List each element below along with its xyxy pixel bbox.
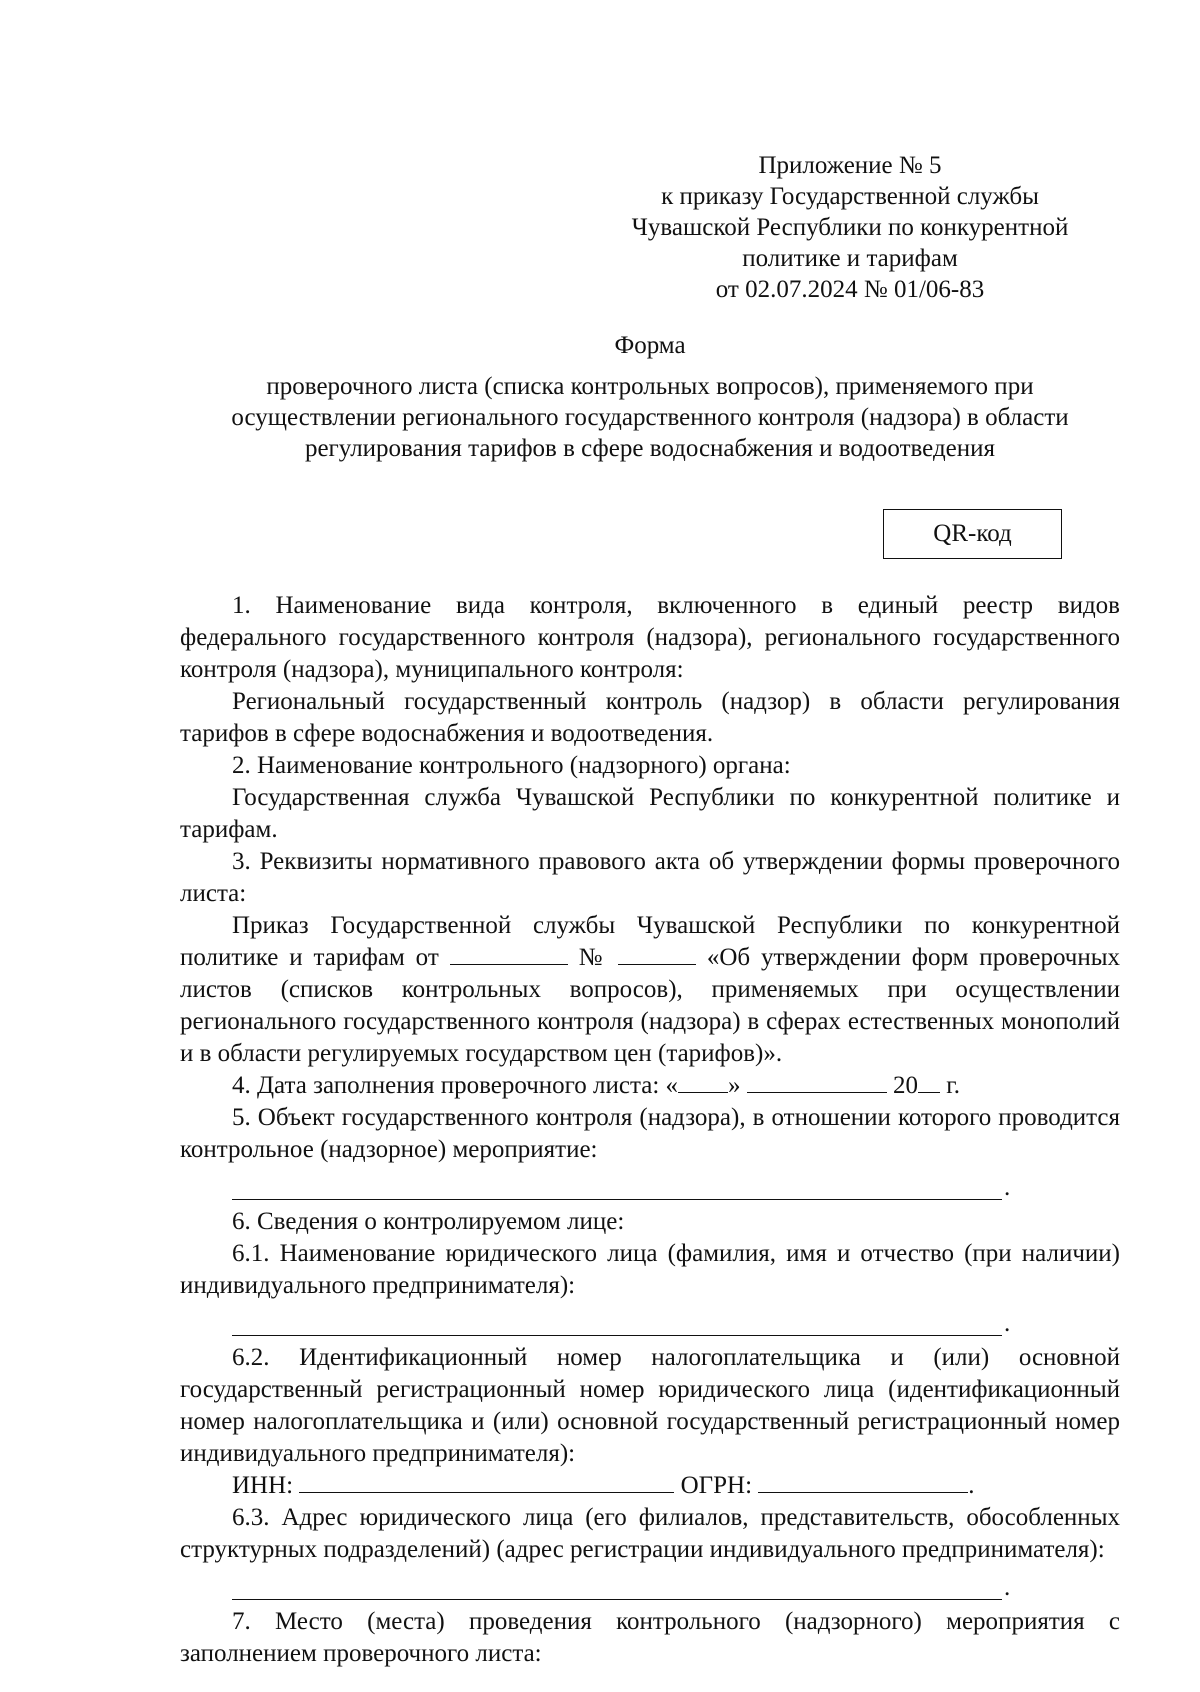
item-5-rule	[232, 1199, 1002, 1200]
fill-month-blank[interactable]	[747, 1070, 887, 1093]
form-title-word: Форма	[614, 332, 686, 359]
item-1-heading: 1. Наименование вида контроля, включенного в единый реестр видов федерального государственного контроля (надзора), регионального государственного контроля (надзора), муниципального контроля:	[180, 592, 1120, 683]
appendix-number: Приложение № 5	[758, 152, 942, 179]
appendix-agency-cont: политике и тарифам	[742, 245, 958, 272]
item-3-answer-start: Приказ Государственной службы Чувашской Республики по конкурентной политике и тарифам от	[180, 912, 1120, 971]
form-title	[180, 330, 1120, 464]
appendix-agency: Чувашской Республики по конкурентной	[631, 214, 1069, 241]
item-6-1-heading: 6.1. Наименование юридического лица (фамилия, имя и отчество (при наличии) индивидуального предпринимателя):	[180, 1240, 1120, 1299]
appendix-header	[620, 150, 1080, 305]
item-6-heading: 6. Сведения о контролируемом лице:	[232, 1208, 625, 1235]
qr-code-box	[883, 509, 1062, 559]
item-3-heading: 3. Реквизиты нормативного правового акта об утверждении формы проверочного листа:	[180, 848, 1120, 907]
item-5-fill-line[interactable]	[232, 1166, 1120, 1206]
order-number-blank[interactable]	[618, 942, 696, 965]
item-3-answer	[180, 910, 1120, 1070]
item-4-year-suffix: г.	[946, 1072, 960, 1099]
ogrn-label: ОГРН:	[680, 1472, 753, 1499]
item-6-3-period: .	[1004, 1574, 1011, 1601]
item-7-heading: 7. Место (места) проведения контрольного (надзорного) мероприятия с заполнением проверочного листа:	[180, 1608, 1120, 1667]
form-title-line-2: осуществлении регионального государственного контроля (надзора) в области	[231, 404, 1069, 431]
inn-ogrn-row	[232, 1470, 1120, 1502]
fill-day-blank[interactable]	[678, 1070, 728, 1093]
item-3-number-sign: №	[578, 944, 608, 971]
inn-blank[interactable]	[299, 1470, 674, 1493]
ogrn-blank[interactable]	[758, 1470, 968, 1493]
item-1-answer: Региональный государственный контроль (надзор) в области регулирования тарифов в сфере водоснабжения и водоотведения.	[180, 688, 1120, 747]
item-2-answer: Государственная служба Чувашской Республики по конкурентной политике и тарифам.	[180, 784, 1120, 843]
form-title-line-1: проверочного листа (списка контрольных вопросов), применяемого при	[266, 373, 1034, 400]
fill-year-blank[interactable]	[918, 1070, 940, 1093]
item-6-3-rule	[232, 1599, 1002, 1600]
item-6-3-heading: 6.3. Адрес юридического лица (его филиалов, представительств, обособленных структурных подразделений) (адрес регистрации индивидуального предпринимателя):	[180, 1504, 1120, 1563]
inn-label: ИНН:	[232, 1472, 294, 1499]
item-4-label: 4. Дата заполнения проверочного листа: «	[232, 1072, 679, 1099]
appendix-order-ref: к приказу Государственной службы	[661, 183, 1039, 210]
item-4-quote-close: »	[728, 1072, 741, 1099]
item-3-answer-end: «Об утверждении форм проверочных листов (списков контрольных вопросов), применяемых при осуществлении регионального государственного контроля (надзора) в сферах естественных монополий и в области регулируемых государством цен (тарифов)».	[180, 944, 1121, 1067]
item-5-period: .	[1004, 1174, 1011, 1201]
item-6-3-fill-line[interactable]	[232, 1566, 1120, 1606]
form-title-line-3: регулирования тарифов в сфере водоснабжения и водоотведения	[304, 435, 996, 462]
item-5-heading: 5. Объект государственного контроля (надзора), в отношении которого проводится контрольное (надзорное) мероприятие:	[180, 1104, 1120, 1163]
item-6-1-rule	[232, 1335, 1002, 1336]
item-4-fill-date	[180, 1070, 1120, 1102]
inn-ogrn-period: .	[968, 1472, 975, 1499]
item-4-year-prefix: 20	[893, 1072, 919, 1099]
item-6-1-fill-line[interactable]	[232, 1302, 1120, 1342]
item-6-2-heading: 6.2. Идентификационный номер налогоплательщика и (или) основной государственный регистрационный номер юридического лица (идентификационный номер налогоплательщика и (или) основной государственный регистрационный номер индивидуального предпринимателя):	[180, 1344, 1120, 1467]
item-6-1-period: .	[1004, 1310, 1011, 1337]
form-body	[180, 590, 1120, 1670]
appendix-date-number: от 02.07.2024 № 01/06-83	[715, 276, 985, 303]
order-date-blank[interactable]	[450, 942, 568, 965]
qr-code-label: QR-код	[933, 520, 1012, 547]
item-2-heading: 2. Наименование контрольного (надзорного) органа:	[232, 752, 791, 779]
